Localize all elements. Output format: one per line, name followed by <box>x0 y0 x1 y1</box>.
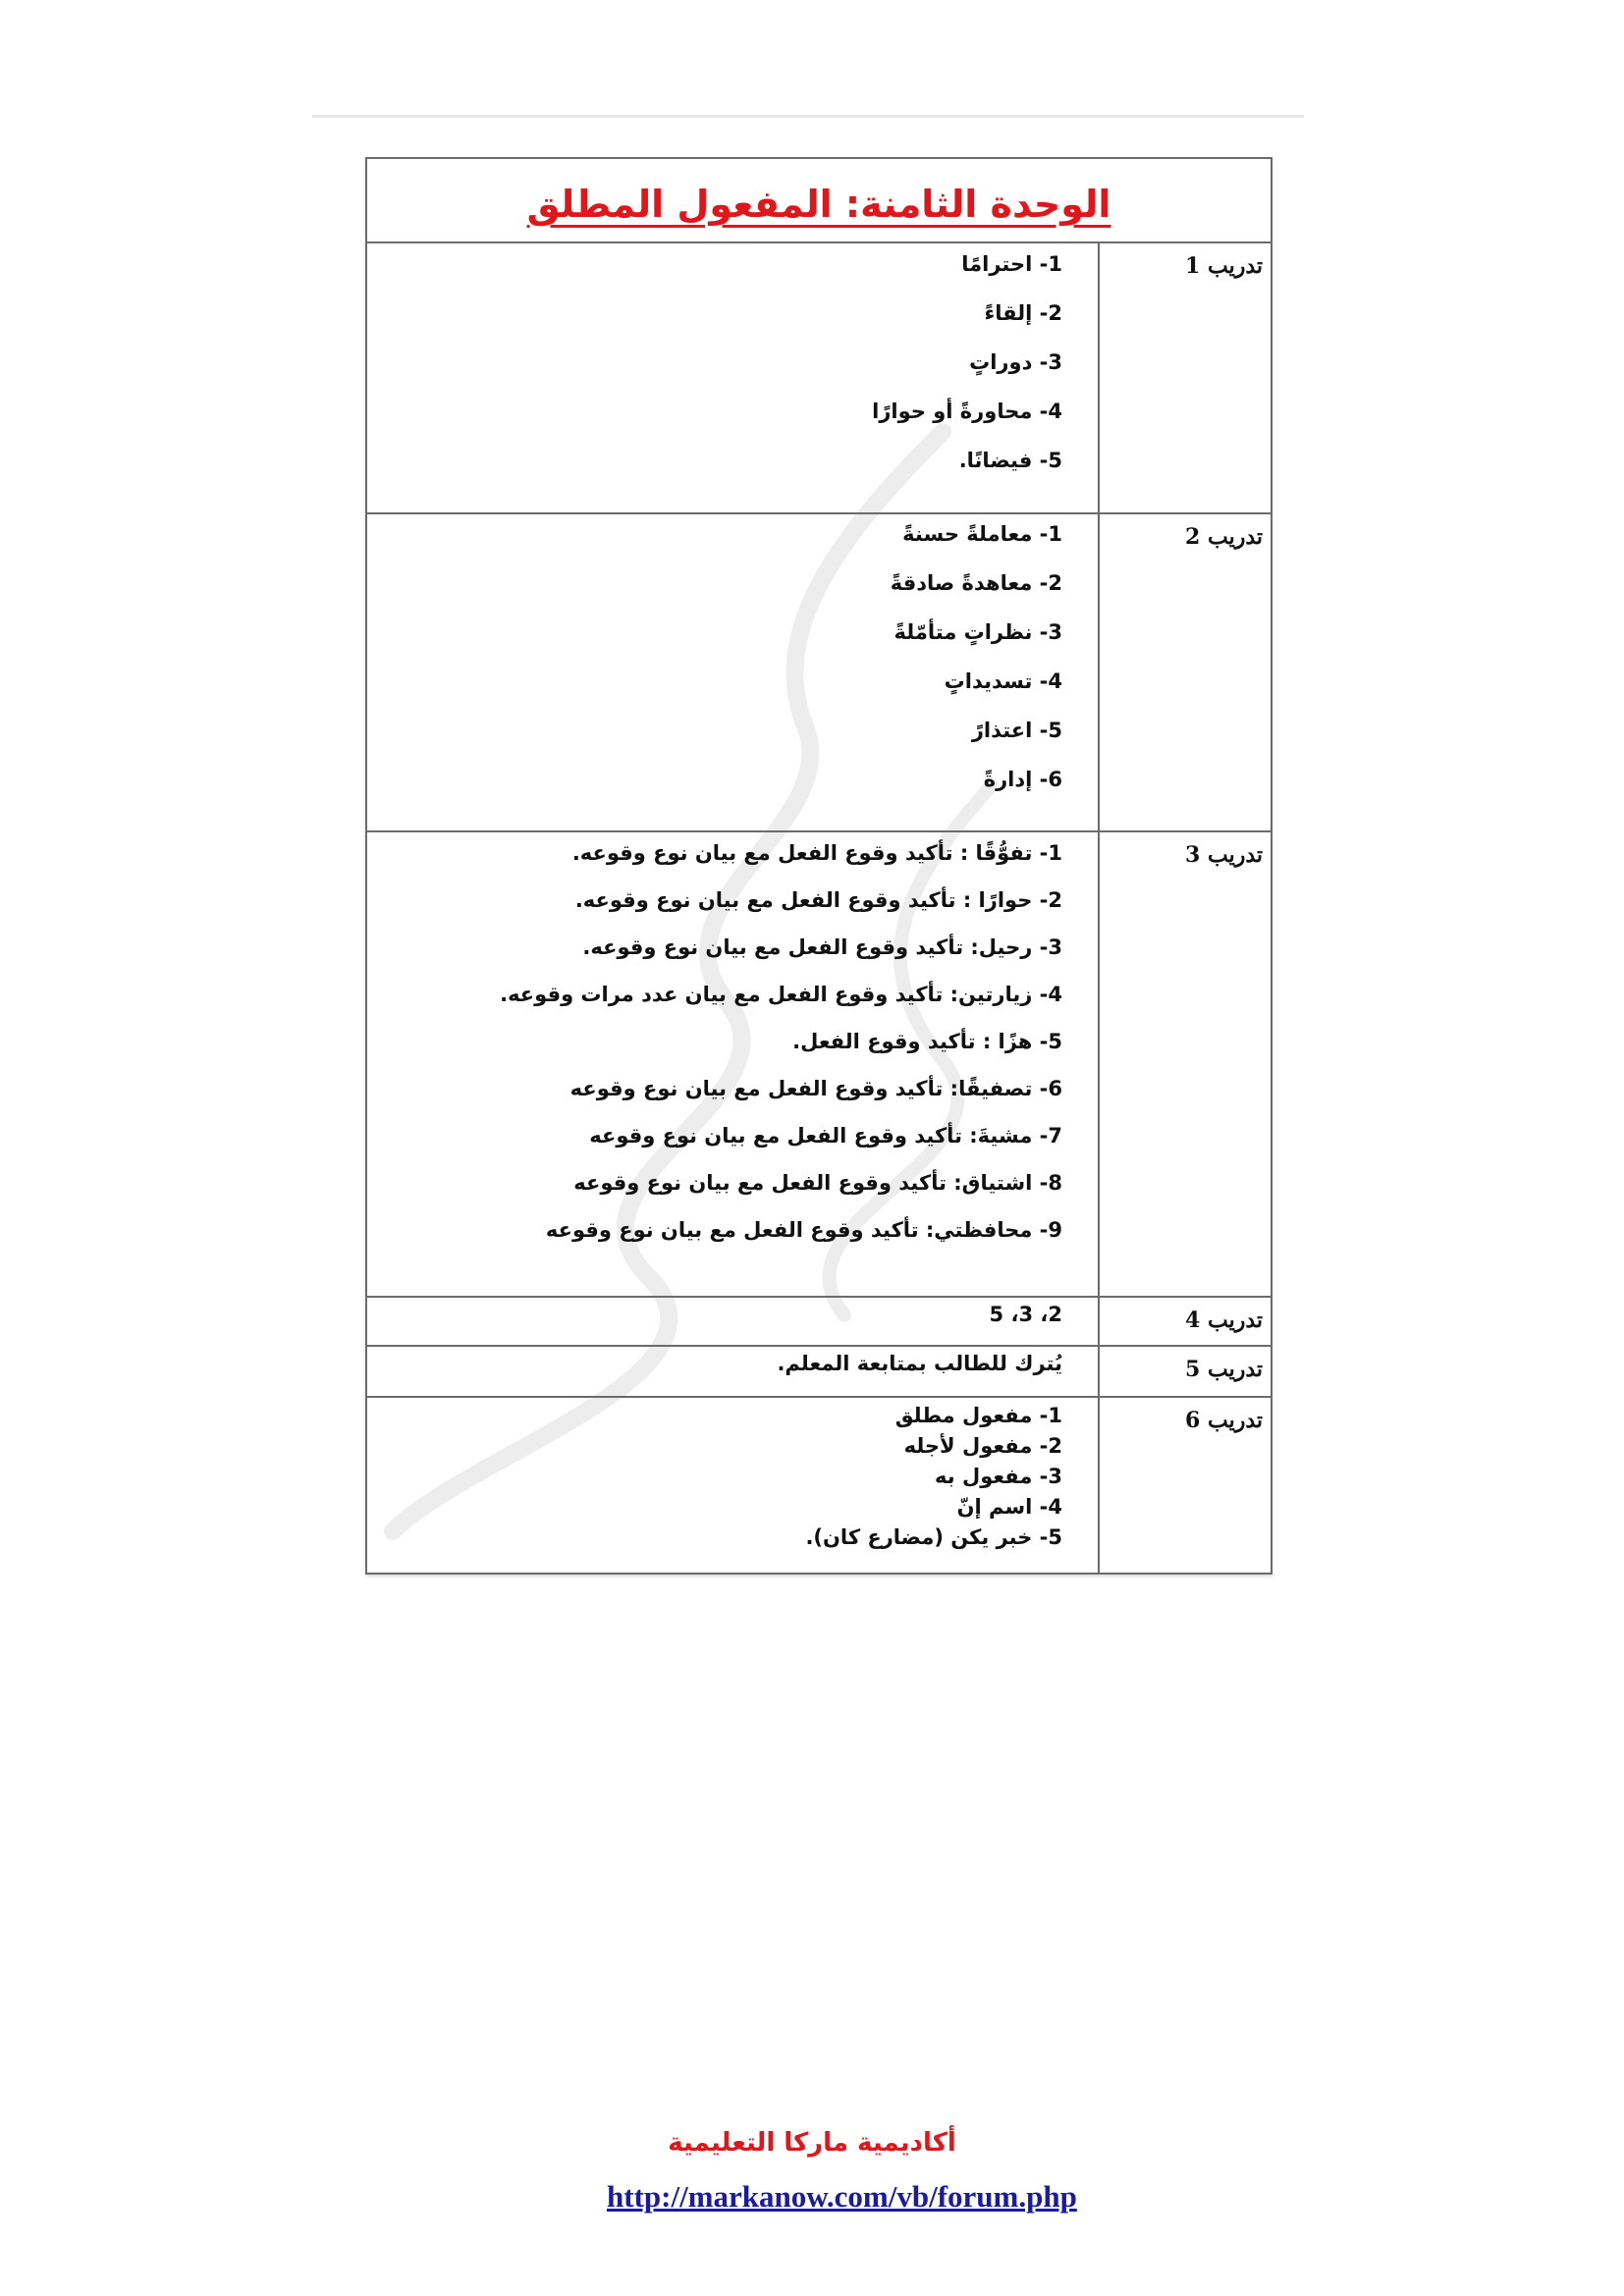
exercise-answers <box>366 242 1099 513</box>
answer-item: 7- مشيةَ: تأكيد وقوع الفعل مع بيان نوع وقوعه <box>589 1124 1062 1148</box>
exercise-row <box>366 513 1272 831</box>
exercise-answers <box>366 1397 1099 1574</box>
answer-item: 2- معاهدةً صادقةً <box>890 571 1062 595</box>
answer-item: يُترك للطالب بمتابعة المعلم. <box>777 1352 1062 1375</box>
academy-name: أكاديمية ماركا التعليمية <box>668 2128 956 2158</box>
answer-item: 3- رحيل: تأكيد وقوع الفعل مع بيان نوع وقوعه. <box>582 935 1062 959</box>
exercise-answers <box>366 1297 1099 1346</box>
answer-item: 1- تفوُّقًا : تأكيد وقوع الفعل مع بيان نوع وقوعه. <box>571 841 1062 865</box>
answer-item: 1- احترامًا <box>961 252 1062 276</box>
exercise-label: تدريب 2 <box>1099 513 1272 831</box>
title-cell <box>366 158 1272 242</box>
top-divider <box>312 115 1304 118</box>
exercise-label: تدريب 3 <box>1099 831 1272 1297</box>
answer-item: 2- حوارًا : تأكيد وقوع الفعل مع بيان نوع وقوعه. <box>574 888 1062 912</box>
answer-item: 4- زيارتين: تأكيد وقوع الفعل مع بيان عدد مرات وقوعه. <box>500 983 1062 1006</box>
answer-item: 1- مفعول مطلق <box>894 1404 1062 1427</box>
unit-title: الوحدة الثامنة: المفعول المطلق <box>526 183 1111 226</box>
exercise-row <box>366 831 1272 1297</box>
answer-item: 5- اعتذارً <box>971 719 1062 742</box>
answer-item: 4- اسم إنّ <box>956 1495 1062 1519</box>
exercise-answers <box>366 831 1099 1297</box>
answer-item: 6- إدارةً <box>983 768 1062 791</box>
answer-item: 9- محافظتي: تأكيد وقوع الفعل مع بيان نوع وقوعه <box>545 1218 1062 1242</box>
answer-item: 3- نظراتٍ متأمّلةً <box>893 620 1062 644</box>
exercise-label: تدريب 5 <box>1099 1346 1272 1397</box>
exercise-answers <box>366 513 1099 831</box>
answer-item: 5- خبر يكن (مضارع كان). <box>805 1525 1062 1549</box>
answer-item: 2- إلقاءً <box>984 301 1062 325</box>
exercise-row <box>366 242 1272 513</box>
exercise-row <box>366 1297 1272 1346</box>
answer-item: 6- تصفيقًا: تأكيد وقوع الفعل مع بيان نوع وقوعه <box>569 1077 1062 1100</box>
exercise-label: تدريب 6 <box>1099 1397 1272 1574</box>
answer-item: 8- اشتياق: تأكيد وقوع الفعل مع بيان نوع وقوعه <box>573 1171 1062 1195</box>
answer-item: 5- فيضانًا. <box>958 449 1062 472</box>
exercise-row <box>366 1346 1272 1397</box>
exercise-label: تدريب 1 <box>1099 242 1272 513</box>
exercise-answers <box>366 1346 1099 1397</box>
exercise-label: تدريب 4 <box>1099 1297 1272 1346</box>
exercise-row <box>366 1397 1272 1574</box>
answer-item: 5- هزًا : تأكيد وقوع الفعل. <box>792 1030 1062 1053</box>
answer-item: 4- تسديداتٍ <box>944 669 1062 693</box>
answers-table <box>365 157 1272 1575</box>
answer-item: 2، 3، 5 <box>989 1303 1062 1326</box>
answer-item: 2- مفعول لأجله <box>903 1434 1062 1458</box>
answer-item: 1- معاملةً حسنةً <box>902 522 1062 546</box>
answer-item: 4- محاورةً أو حوارًا <box>872 400 1062 423</box>
answer-item: 3- مفعول به <box>935 1465 1062 1488</box>
forum-link[interactable]: http://markanow.com/vb/forum.php <box>607 2179 1077 2214</box>
answer-item: 3- دوراتٍ <box>969 350 1062 374</box>
